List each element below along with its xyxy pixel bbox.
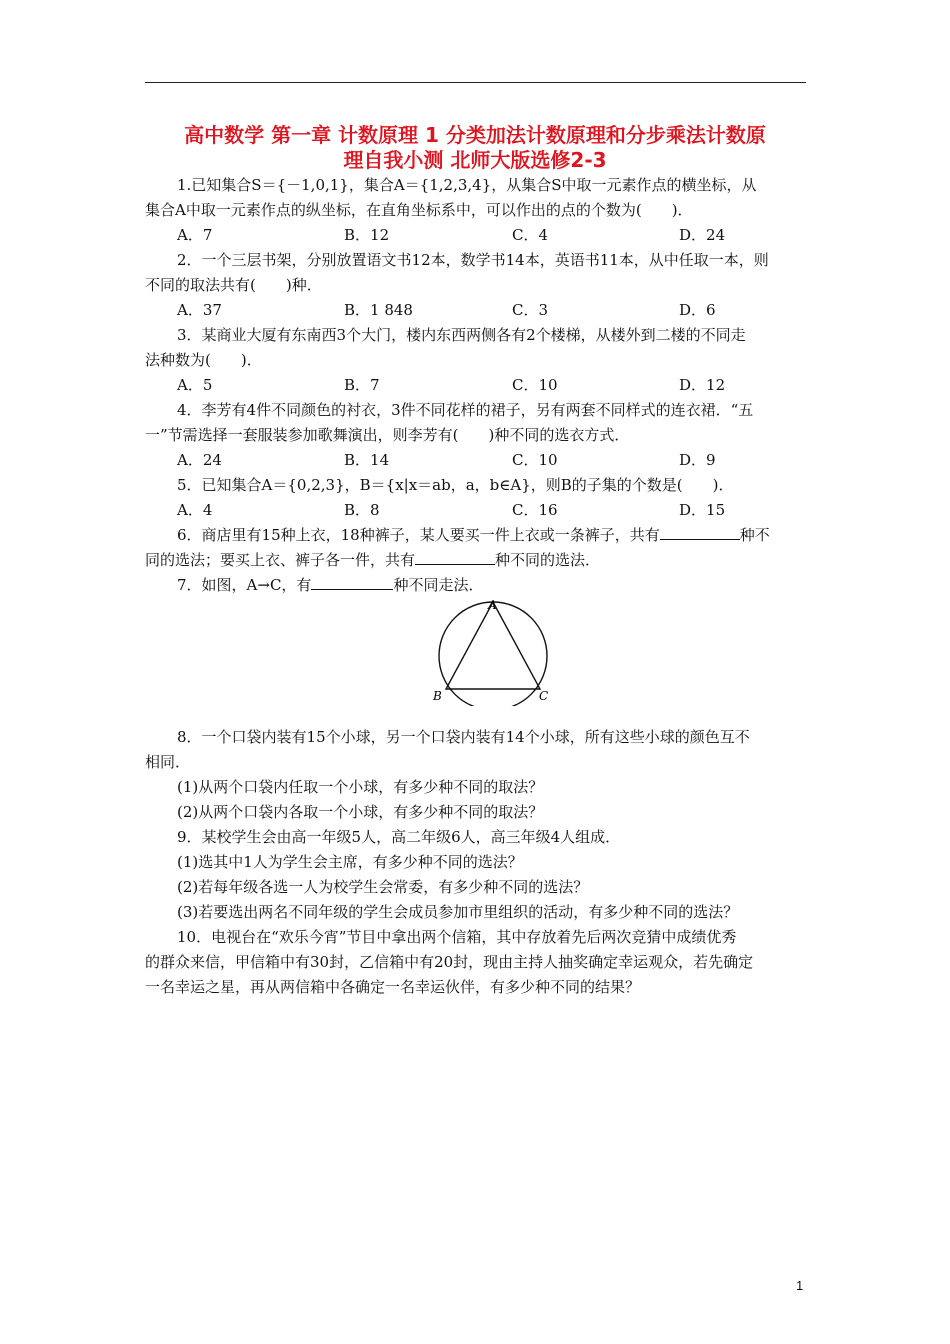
question-2-line-2: 不同的取法共有( )种．: [145, 276, 322, 294]
question-1-options: [177, 225, 737, 245]
option-a: A．4: [177, 501, 213, 519]
document-title-line-2: 理自我小测 北师大版选修2-3: [343, 148, 607, 172]
option-b: B．1 848: [344, 301, 413, 319]
triangle-outline: [446, 602, 540, 689]
question-2-options: [177, 300, 737, 320]
vertex-label-c: C: [539, 689, 549, 703]
circle-outline: [439, 602, 547, 706]
question-9-line-1: 9．某校学生会由高一年级5人，高二年级6人，高三年级4人组成．: [177, 828, 621, 846]
option-a: A．5: [177, 376, 213, 394]
question-7-text-b: 种不同走法．: [393, 576, 484, 594]
option-d: D．15: [679, 501, 726, 519]
option-a: A．24: [177, 451, 222, 469]
option-c: C．10: [512, 451, 558, 469]
question-3-options: [177, 375, 737, 395]
question-1-line-2: 集合A中取一元素作点的纵坐标，在直角坐标系中，可以作出的点的个数为( )．: [145, 201, 693, 219]
question-5-options: [177, 500, 737, 520]
question-6-text-b: 种不: [739, 526, 770, 544]
question-6-line-1: [177, 525, 770, 545]
question-4-line-1: 4．李芳有4件不同颜色的衬衣，3件不同花样的裙子，另有两套不同样式的连衣裙．“五: [177, 401, 754, 419]
question-4-options: [177, 450, 737, 470]
answer-blank-3[interactable]: [311, 575, 393, 590]
triangle-in-circle-figure: [428, 596, 558, 706]
option-b: B．14: [344, 451, 390, 469]
question-3-line-2: 法种数为( )．: [145, 351, 262, 369]
option-c: C．10: [512, 376, 558, 394]
answer-blank-1[interactable]: [660, 525, 740, 540]
option-c: C．3: [512, 301, 549, 319]
question-6-line-2: [145, 550, 600, 570]
question-8-sub-1: (1)从两个口袋内任取一个小球，有多少种不同的取法？: [177, 778, 544, 796]
question-3-line-1: 3．某商业大厦有东南西3个大门，楼内东西两侧各有2个楼梯，从楼外到二楼的不同走: [177, 326, 746, 344]
header-rule: [145, 82, 806, 83]
question-6-text-d: 种不同的选法．: [495, 551, 601, 569]
question-1-line-1: 1.已知集合S＝{－1,0,1}，集合A＝{1,2,3,4}，从集合S中取一元素作点的横坐标，从: [177, 176, 757, 194]
option-d: D．24: [679, 226, 726, 244]
answer-blank-2[interactable]: [415, 550, 495, 565]
question-9-sub-3: (3)若要选出两名不同年级的学生会成员参加市里组织的活动，有多少种不同的选法？: [177, 903, 739, 921]
page-number: 1: [796, 1278, 804, 1293]
question-5-line-1: 5．已知集合A＝{0,2,3}，B＝{x|x＝ab，a，b∈A}，则B的子集的个数是( )．: [177, 476, 734, 494]
vertex-label-b: B: [433, 689, 442, 703]
option-d: D．9: [679, 451, 716, 469]
option-d: D．6: [679, 301, 716, 319]
option-a: A．37: [177, 301, 222, 319]
question-10-line-1: 10．电视台在“欢乐今宵”节目中拿出两个信箱，其中存放着先后两次竞猜中成绩优秀: [177, 928, 737, 946]
question-10-line-3: 一名幸运之星，再从两信箱中各确定一名幸运伙伴，有多少种不同的结果？: [145, 978, 641, 996]
option-d: D．12: [679, 376, 726, 394]
option-b: B．12: [344, 226, 390, 244]
option-c: C．4: [512, 226, 549, 244]
question-7-text-a: 7．如图，A→C，有: [177, 576, 312, 594]
question-6-text-c: 同的选法；要买上衣、裤子各一件，共有: [145, 551, 416, 569]
question-8-line-2: 相同．: [145, 753, 191, 771]
document-title-line-1: 高中数学 第一章 计数原理 1 分类加法计数原理和分步乘法计数原: [184, 123, 766, 147]
question-8-line-1: 8．一个口袋内装有15个小球，另一个口袋内装有14个小球，所有这些小球的颜色互不: [177, 728, 750, 746]
question-10-line-2: 的群众来信，甲信箱中有30封，乙信箱中有20封，现由主持人抽奖确定幸运观众，若先确定: [145, 953, 754, 971]
question-8-sub-2: (2)从两个口袋内各取一个小球，有多少种不同的取法？: [177, 803, 544, 821]
option-b: B．8: [344, 501, 380, 519]
vertex-label-a: A: [488, 598, 497, 612]
question-2-line-1: 2．一个三层书架，分别放置语文书12本，数学书14本，英语书11本，从中任取一本，则: [177, 251, 769, 269]
question-9-sub-2: (2)若每年级各选一人为校学生会常委，有多少种不同的选法？: [177, 878, 589, 896]
question-9-sub-1: (1)选其中1人为学生会主席，有多少种不同的选法？: [177, 853, 523, 871]
question-6-text-a: 6．商店里有15种上衣，18种裤子，某人要买一件上衣或一条裤子，共有: [177, 526, 660, 544]
option-c: C．16: [512, 501, 558, 519]
question-7-line-1: [177, 575, 483, 595]
question-4-line-2: 一”节需选择一套服装参加歌舞演出，则李芳有( )种不同的选衣方式．: [145, 426, 630, 444]
option-a: A．7: [177, 226, 213, 244]
option-b: B．7: [344, 376, 380, 394]
